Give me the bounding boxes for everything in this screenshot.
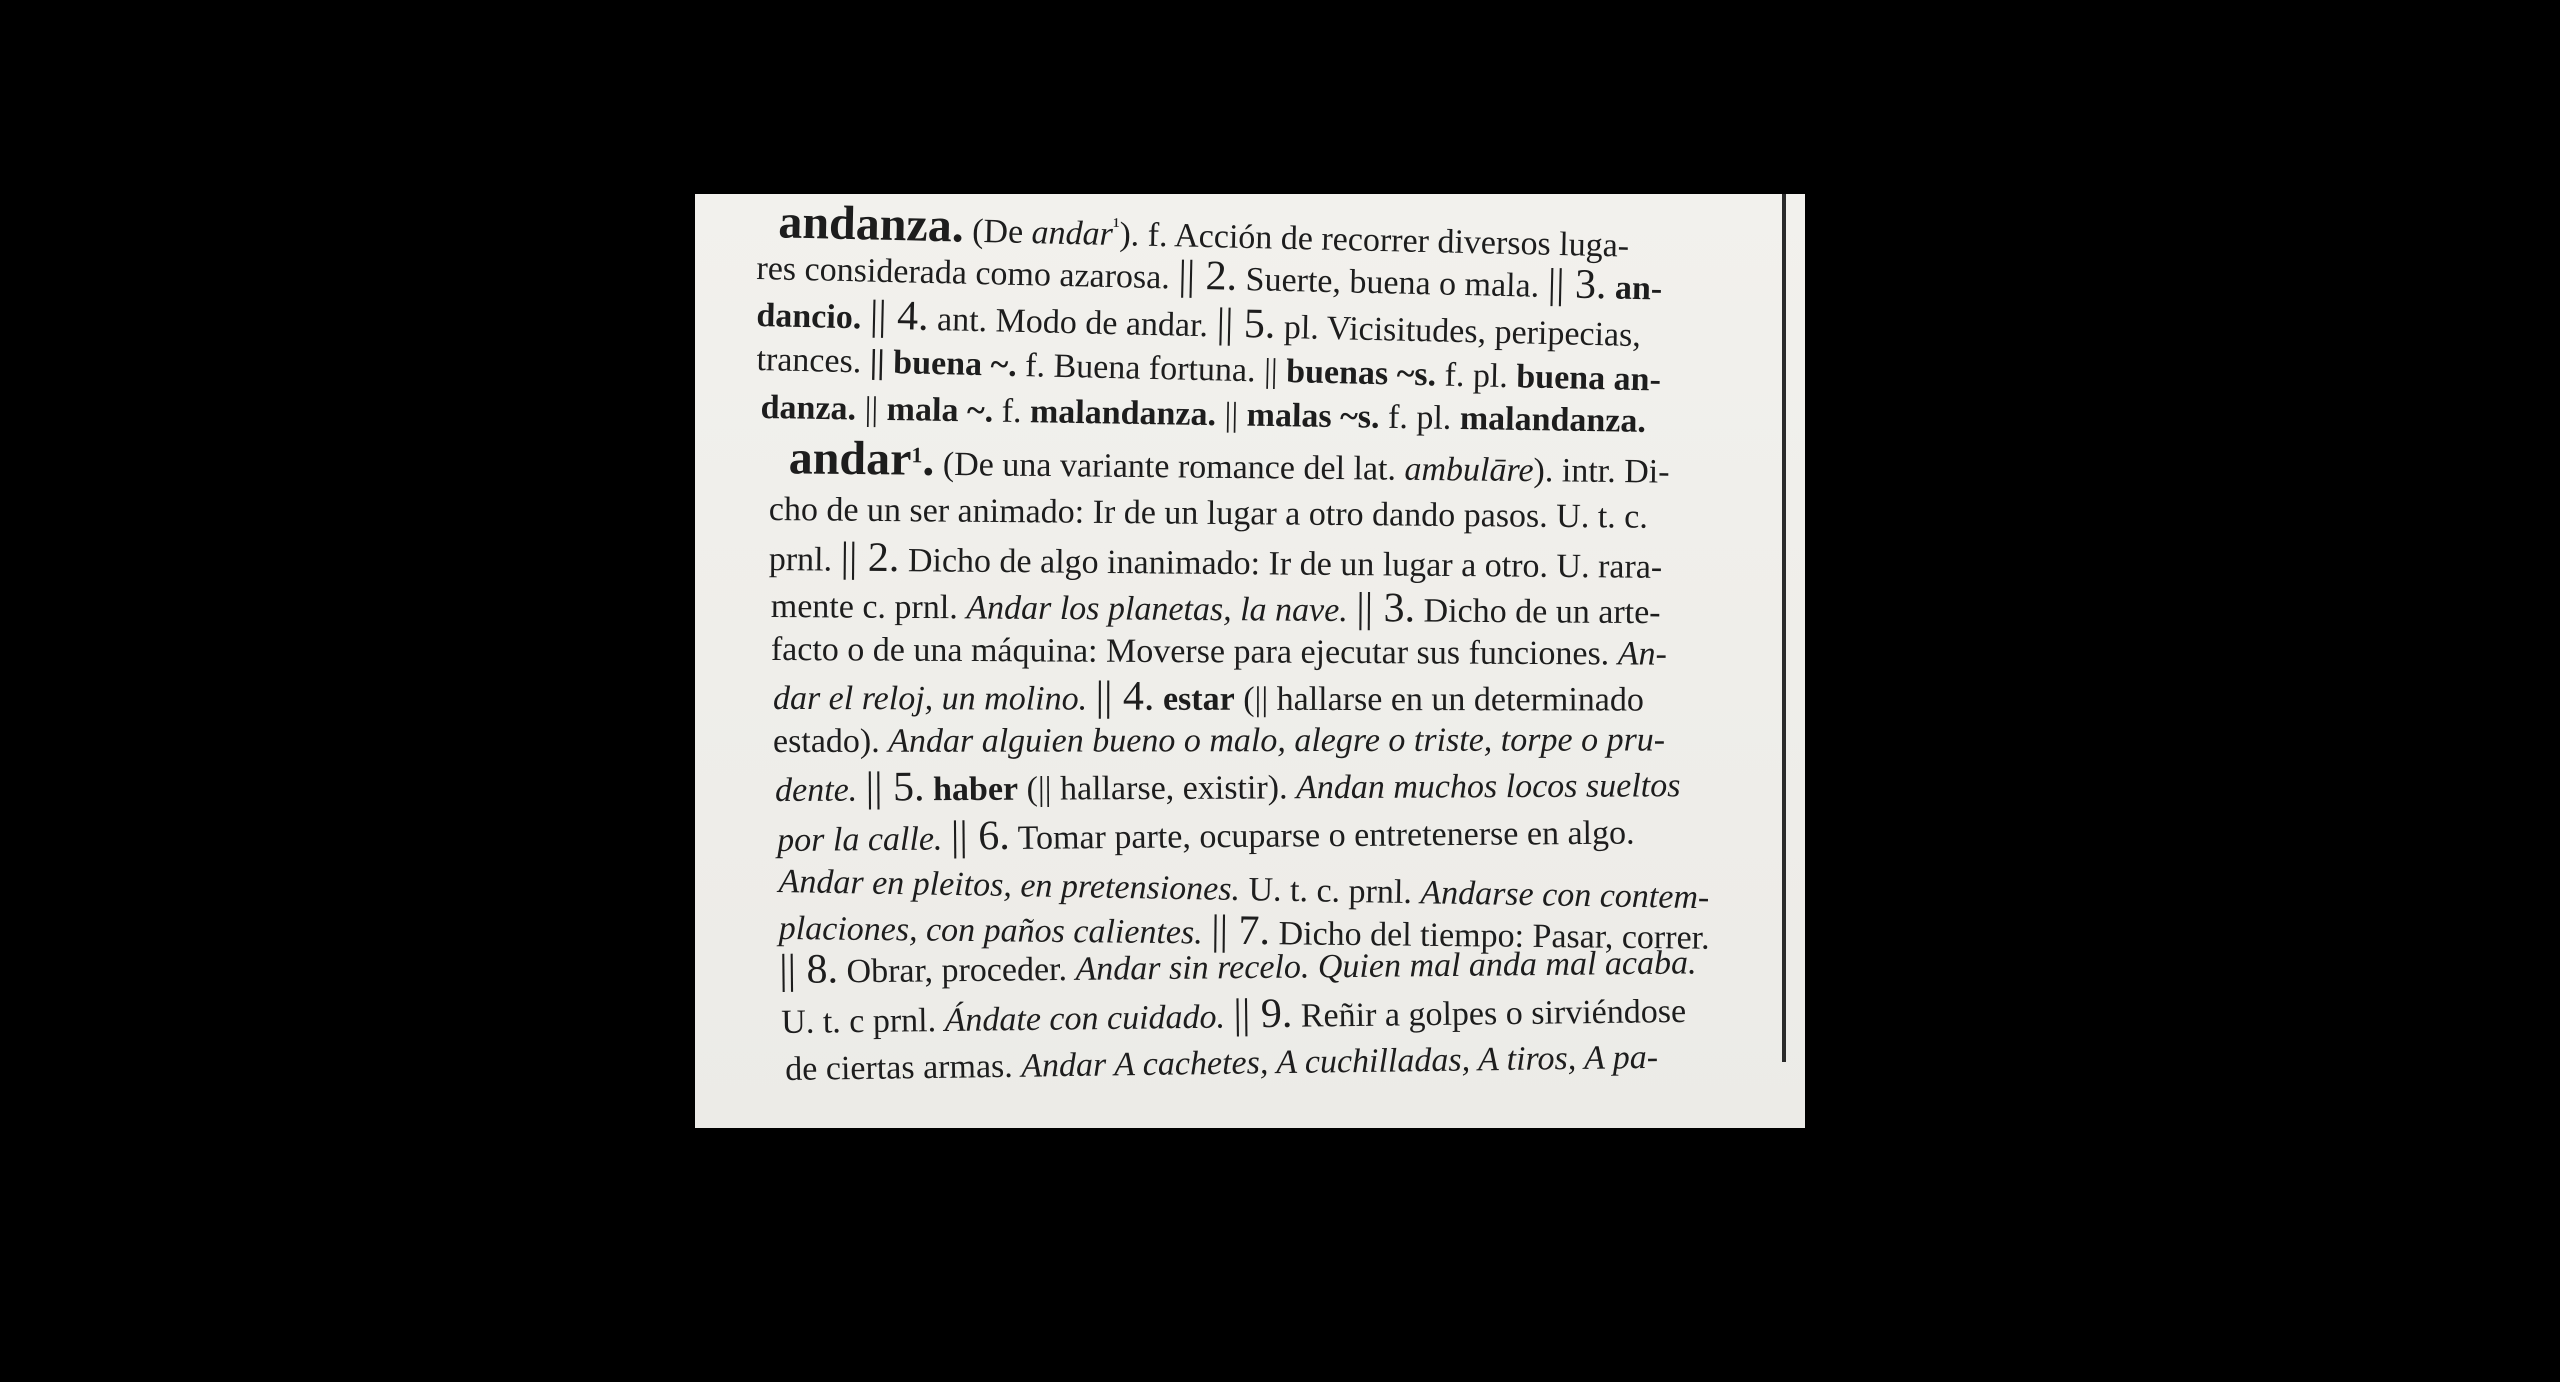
sense-number: || 4. [1095,673,1155,720]
entry-andar-line-5: facto o de una máquina: Moverse para ejecutar sus funciones. An- [770,631,1667,673]
entry-andar-line-11: placiones, con paños calientes. || 7. Dicho del tiempo: Pasar, correr. [778,907,1710,957]
sense-number: || 3. [1356,585,1416,632]
entry-andar-line-13: U. t. c prnl. Ándate con cuidado. || 9. Reñir a golpes o sirviéndose [781,990,1687,1041]
headword-andanza: andanza. [777,195,965,253]
dictionary-page-photo [695,194,1805,1128]
sense-number: || 5. [1216,300,1276,348]
entry-andar-line-14: de ciertas armas. Andar A cachetes, A cuchilladas, A tiros, A pa- [785,1038,1659,1088]
entry-andar-line-1: andar$^1$. (De una variante romance del lat. ambulāre). intr. Di- [788,431,1670,491]
sense-number: || 4. [869,292,930,340]
column-rule [1782,194,1786,1062]
headword-andar: andar [788,431,912,486]
sense-number: || 9. [1233,990,1293,1038]
entry-andar-line-12: || 8. Obrar, proceder. Andar sin recelo. Quien mal anda mal acaba. [778,944,1697,993]
entry-andar-line-6: dar el reloj, un molino. || 4. estar (|| hallarse en un determinado [772,673,1644,720]
entry-andar-line-4: mente c. prnl. Andar los planetas, la nave. || 3. Dicho de un arte- [770,585,1661,632]
sense-number: || 3. [1547,260,1608,309]
sense-number: || 7. [1211,907,1271,955]
entry-andar-line-7: estado). Andar alguien bueno o malo, alegre o triste, torpe o pru- [773,721,1666,760]
sense-number: || 2. [840,534,900,582]
entry-andar-line-3: prnl. || 2. Dicho de algo inanimado: Ir de un lugar a otro. U. rara- [768,534,1663,586]
sense-number: || 2. [1177,252,1238,300]
entry-andanza-line-2: res considerada como azarosa. || 2. Suerte, buena o mala. || 3. an- [756,249,1663,309]
entry-andanza-line-4: trances. || buena ~. f. Buena fortuna. || buenas ~s. f. pl. buena an- [756,340,1662,399]
entry-andanza-line-5: danza. || mala ~. f. malandanza. || malas ~s. f. pl. malandanza. [760,388,1647,440]
entry-andar-line-9: por la calle. || 6. Tomar parte, ocuparse o entretenerse en algo. [777,812,1635,860]
sense-number: || 6. [950,812,1010,860]
entry-andanza-line-1: andanza. (De andar$^{^1}$). f. Acción de recorrer diversos luga- [777,195,1630,265]
entry-andar-line-10: Andar en pleitos, en pretensiones. U. t. c. prnl. Andarse con contem- [778,862,1710,917]
sense-number: || 5. [865,764,925,811]
entry-andar-line-2: cho de un ser animado: Ir de un lugar a otro dando pasos. U. t. c. [768,490,1649,536]
entry-andar-line-8: dente. || 5. haber (|| hallarse, existir). Andan muchos locos sueltos [775,764,1681,811]
entry-andanza-line-3: dancio. || 4. ant. Modo de andar. || 5. pl. Vicisitudes, peripecias, [756,292,1642,355]
sense-number: || 8. [778,946,839,993]
